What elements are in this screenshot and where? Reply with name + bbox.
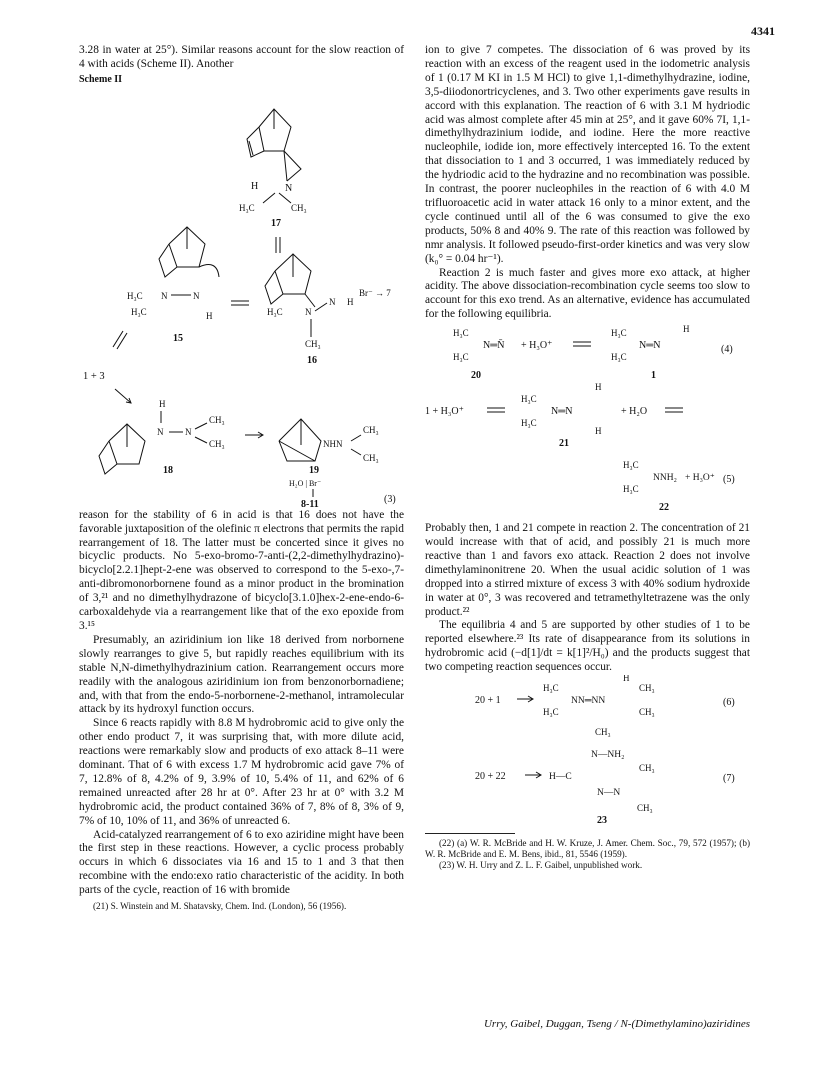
h3c-label: H₃C bbox=[453, 352, 469, 363]
ch3-label: CH₃ bbox=[639, 763, 655, 774]
product-6: NN═NN bbox=[571, 696, 606, 707]
footnote-23: (23) W. H. Urry and Z. L. F. Gaibel, unpublished work. bbox=[439, 860, 643, 871]
n-label: N bbox=[185, 426, 192, 437]
lhs-eq6: 20 + 1 bbox=[475, 695, 501, 707]
equation-7-number: (7) bbox=[723, 773, 735, 785]
lhs-eq7: 20 + 22 bbox=[475, 771, 506, 783]
right-column bbox=[425, 44, 750, 871]
plus-h3o: + H₃O⁺ bbox=[685, 473, 715, 484]
right-paragraph-2: Reaction 2 is much faster and gives more exo attack, at higher acidity. The above dissociation-recombination cycle seems too slow to account for this exo trend. As an alternative, evidence has accumulated for the following equilibria. bbox=[425, 266, 750, 321]
structure-18 bbox=[99, 399, 225, 476]
equation-6-number: (6) bbox=[723, 697, 735, 709]
h-label: H bbox=[251, 180, 259, 192]
structure-16 bbox=[265, 254, 391, 366]
h3c-label: H₃C bbox=[521, 418, 537, 429]
h3c-label: H₃C bbox=[623, 460, 639, 471]
h-label: H bbox=[347, 296, 354, 307]
one-plus-h3o: 1 + H₃O⁺ bbox=[425, 406, 464, 418]
cation-21: N═N bbox=[551, 406, 573, 418]
compound-1-label: 1 bbox=[651, 370, 656, 382]
n-label: N bbox=[161, 290, 168, 301]
footnote-21: (21) S. Winstein and M. Shatavsky, Chem. Ind. (London), 56 (1956). bbox=[93, 901, 347, 912]
h3c-label: H₃C bbox=[611, 352, 627, 363]
equation-5-number: (5) bbox=[723, 474, 735, 486]
ch3-label: CH₃ bbox=[639, 683, 655, 694]
plus-h3o: + H₃O⁺ bbox=[521, 340, 553, 352]
n-label: N bbox=[285, 182, 293, 194]
h3c-label: H₃C bbox=[239, 202, 255, 213]
ch3-label: CH₃ bbox=[209, 438, 225, 449]
running-footer: Urry, Gaibel, Duggan, Tseng / N-(Dimethylamino)aziridines bbox=[483, 1018, 750, 1030]
left-paragraph-2: reason for the stability of 6 in acid is that 16 does not have the favorable juxtaposition of the olefinic π electrons that permits the rapid rearrangement of 18. The latter must be concerted since it gives no bicyclic products. No 5-exo-bromo-7-anti-(2,2-dimethylhydrazino)-bicyclo[2.2.1]hept-2-ene was observed to correspond to the 5-exo-,7-anti-dibromonorbornene found as a minor product in the bromination of 3,²¹ and no dimethylhydrazone of bicyclo[3.1.0]hex-2-ene-endo-6-carboxaldehyde via a rearrangement like that of the exo epoxide from 3.¹⁵ bbox=[79, 508, 404, 632]
scheme-ii-svg bbox=[79, 89, 404, 509]
compound-21-label: 21 bbox=[559, 438, 569, 450]
equation-3-number: (3) bbox=[384, 493, 396, 505]
n-label: N bbox=[329, 296, 336, 307]
compound-20-label: 20 bbox=[471, 370, 481, 382]
n-nh2-label: N—NH₂ bbox=[591, 750, 625, 761]
equilibrium-arrow-17-16 bbox=[276, 237, 280, 253]
scheme-ii-diagram bbox=[79, 89, 404, 509]
h-label: H bbox=[623, 675, 630, 684]
h3c-label: H₃C bbox=[543, 683, 559, 694]
n-label: N bbox=[193, 290, 200, 301]
right-paragraph-1: ion to give 7 competes. The dissociation of 6 was proved by its reaction with an excess of the reagent used in the iodometric analysis of 1 (0.17 M KI in 1.5 M HCl) to give 1,1-dimethylhydrazine, iodine, 3,5-diiodonortricyclenes, and 3. Two other experiments gave results in accord with this explanation. The reaction of 6 with 3.1 M hydriodic acid was almost complete after 45 min at 25°, and it gave 60% 7I, 1,1-dimethylhydrazinium iodide, and iodine. Here the more reactive nucleophile, iodide ion, more effectively intercepted 16. To the extent that dissociation to 1 and 3 occurred, 1 was immediately reduced by the hydriodic acid to the hydrazine and no recombination was possible. In contrast, the poorer nucleophiles in the reaction of 6 with 4.0 M trifluoroacetic acid in water attack 16 only to a minor extent, and the cycle continued until all of the 6 was consumed to give the exo products, 50% 8 and 40% 9. The rate of this reaction was followed by nmr analysis. It followed pseudo-first-order kinetics and was very slow (k₀° = 0.04 hr⁻¹). bbox=[425, 44, 750, 265]
plus-h2o: + H₂O bbox=[621, 406, 648, 418]
left-column bbox=[79, 44, 404, 912]
compound-23-label: 23 bbox=[597, 815, 607, 826]
nitrene-20: N═N̄ bbox=[483, 340, 505, 352]
footnote-rule bbox=[425, 833, 515, 834]
equations-4-5 bbox=[425, 322, 750, 522]
equations-6-7-svg bbox=[425, 675, 750, 825]
ch3-label: CH₃ bbox=[363, 424, 379, 435]
ch3-label: CH₃ bbox=[363, 452, 379, 463]
right-paragraph-3: Probably then, 1 and 21 compete in reaction 2. The concentration of 21 would increase with that of acid, and possibly 21 is much more reactive than 1 and favors exo attack. Reaction 2 does not involve dimethylaminonitrene 20. When the usual acidic solution of 1 was dropped into a stirred mixture of excess 3 with 40% sodium hydroxide in water at 0°, 3 was recovered and tetramethyltetrazene was the only product.²² bbox=[425, 522, 750, 618]
h3c-label: H₃C bbox=[521, 394, 537, 405]
h3c-label: H₃C bbox=[453, 328, 469, 339]
compound-19-label: 19 bbox=[309, 464, 319, 476]
left-paragraph-3: Presumably, an aziridinium ion like 18 derived from norbornene slowly rearranges to give 5, but rapidly reaches equilibrium with its stable N,N-dimethylhydrazinium cation. Rearrangement occurs more readily with the analogous aziridinium ion from benzonorbornadiene; and, with that from the endo-5-norbornene-2-methanol, intramolecular attack by its hydroxyl function occurs. bbox=[79, 633, 404, 716]
compound-8-11-label: 8-11 bbox=[301, 498, 319, 509]
bromide-to-7-label: Br⁻ → 7 bbox=[359, 287, 391, 298]
structure-19 bbox=[279, 419, 396, 509]
structure-17 bbox=[239, 109, 307, 229]
n-label: N bbox=[305, 306, 312, 317]
ch3-label: CH₃ bbox=[595, 727, 611, 738]
right-paragraph-4: The equilibria 4 and 5 are supported by other studies of 1 to be reported elsewhere.²³ Its rate of disappearance from its solutions in hydrobromic acid (−d[1]/dt = k[1]²/H₀) and the products suggest that two competing reaction sequences occur. bbox=[425, 619, 750, 674]
equilibrium-arrow-15-16 bbox=[231, 301, 249, 305]
structure-15 bbox=[127, 227, 219, 344]
h-c-label: H—C bbox=[549, 772, 572, 783]
scheme-title: Scheme II bbox=[79, 73, 123, 85]
equation-4-number: (4) bbox=[721, 344, 733, 356]
h-label: H bbox=[159, 398, 166, 409]
left-paragraph-4: Since 6 reacts rapidly with 8.8 M hydrobromic acid to give only the other endo product 7, it was surprising that, with more dilute acid, reactions were remarkably slow and products of exo attack 8–11 were dominant. That of 6 with excess 1.7 M hydrobromic acid gave 7% of 7, 12.8% of 8, 4.2% of 9, 3.9% of 10, 5.4% of 11, and 62% of 6 remained unreacted after 28 hr at 0°. After 23 hr at 0° with 3.2 M hydrobromic acid, the product contained 36% of 7, 8% of 8, 3% of 9, 7% of 10, 10% of 11, and 36% of unreacted 6. bbox=[79, 717, 404, 827]
ch3-label: CH₃ bbox=[639, 707, 655, 718]
h3c-label: H₃C bbox=[267, 306, 283, 317]
one-plus-three-label: 1 + 3 bbox=[83, 370, 105, 382]
h3c-label: H₃C bbox=[127, 290, 143, 301]
left-paragraph-1: 3.28 in water at 25°). Similar reasons account for the slow reaction of 4 with acids (Scheme II). Another bbox=[79, 44, 404, 70]
ch3-label: CH₃ bbox=[291, 202, 307, 213]
compound-16-label: 16 bbox=[307, 354, 317, 366]
equations-4-5-svg bbox=[425, 322, 750, 522]
h-label: H bbox=[595, 382, 602, 393]
h-label: H bbox=[206, 310, 213, 321]
ch3-label: CH₃ bbox=[305, 338, 321, 349]
nnh2-label: NNH₂ bbox=[653, 473, 677, 484]
h2o-br-label: H₂O | Br⁻ bbox=[289, 478, 322, 488]
ch3-label: CH₃ bbox=[637, 803, 653, 814]
h3c-label: H₃C bbox=[623, 484, 639, 495]
h-label: H bbox=[595, 426, 602, 437]
nhn-label: NHN bbox=[323, 438, 343, 449]
equations-6-7 bbox=[425, 675, 750, 825]
n-label: N bbox=[157, 426, 164, 437]
compound-18-label: 18 bbox=[163, 464, 173, 476]
left-paragraph-5: Acid-catalyzed rearrangement of 6 to exo aziridine might have been the first step in these reactions. However, a cyclic process probably occurs in which 6 dissociates via 16 and 15 to 1 and 3 that then recombine with the endo:exo ratio characteristic of the acidity. In both parts of the cycle, reaction of 16 with bromide bbox=[79, 828, 404, 897]
ch3-label: CH₃ bbox=[209, 414, 225, 425]
n-n-label: N—N bbox=[597, 788, 621, 799]
h3c-label: H₃C bbox=[543, 707, 559, 718]
compound-15-label: 15 bbox=[173, 332, 183, 344]
h-label: H bbox=[683, 324, 690, 335]
footnote-22: (22) (a) W. R. McBride and H. W. Kruze, J. Amer. Chem. Soc., 79, 572 (1957); (b) W. R. McBride and E. M. Bens, ibid., 81, 5546 (1959). bbox=[425, 838, 750, 860]
page-number: 4341 bbox=[751, 24, 775, 38]
cation-1: N═N bbox=[639, 340, 661, 352]
h3c-label: H₃C bbox=[611, 328, 627, 339]
h3c-label: H₃C bbox=[131, 306, 147, 317]
reagents-1-3 bbox=[83, 331, 131, 403]
compound-17-label: 17 bbox=[271, 217, 281, 229]
compound-22-label: 22 bbox=[659, 502, 669, 514]
